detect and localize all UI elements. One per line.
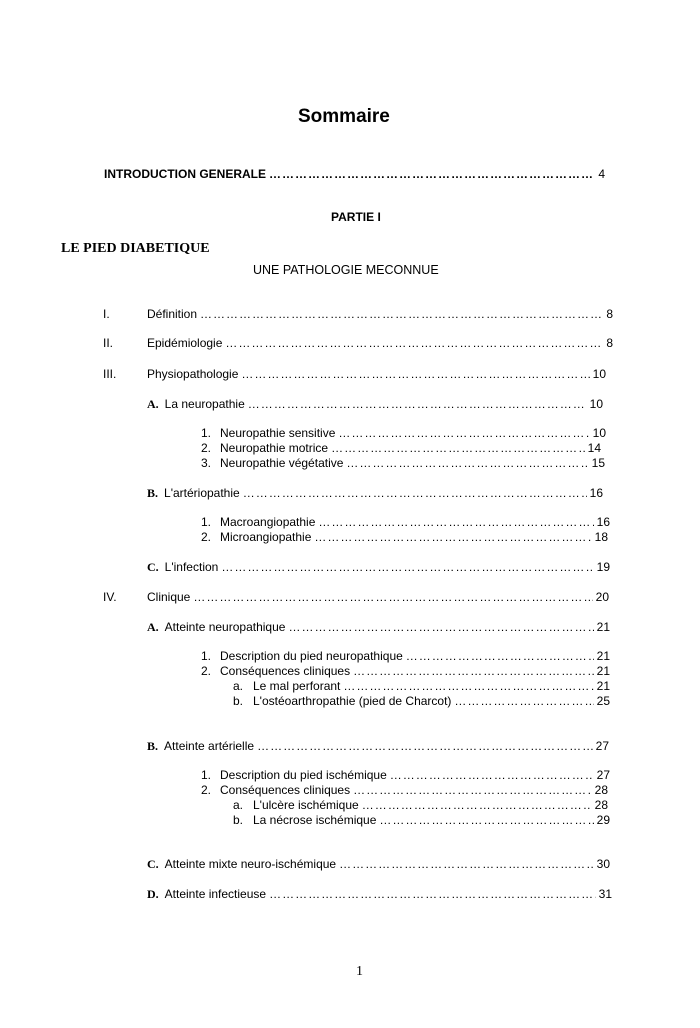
- leader-dots: [331, 441, 585, 455]
- toc-label: L'ostéoarthropathie (pied de Charcot): [253, 694, 452, 708]
- toc-page: 28: [594, 783, 608, 797]
- toc-page: 25: [596, 694, 610, 708]
- toc-label: Description du pied ischémique: [220, 768, 387, 782]
- leader-dots: [362, 798, 592, 812]
- leader-dots: [353, 664, 594, 678]
- toc-intro-label: INTRODUCTION GENERALE: [104, 167, 266, 181]
- leader-dots: [346, 456, 588, 470]
- toc-letter: A.: [147, 397, 159, 411]
- toc-page: 16: [596, 515, 610, 529]
- toc-label: Conséquences cliniques: [220, 783, 351, 797]
- section-num: I.: [103, 307, 110, 321]
- toc-item[interactable]: [220, 783, 608, 797]
- leader-dots: [343, 679, 593, 693]
- toc-label: Physiopathologie: [147, 367, 239, 381]
- subitem-num: b.: [233, 694, 244, 708]
- leader-dots: [200, 307, 603, 321]
- section-num: IV.: [103, 590, 117, 604]
- toc-letter: B.: [147, 486, 159, 500]
- toc-label: Description du pied neuropathique: [220, 649, 403, 663]
- toc-item[interactable]: [220, 649, 610, 663]
- toc-intro[interactable]: [104, 167, 605, 181]
- subitem-num: b.: [233, 813, 244, 827]
- leader-dots: [406, 649, 594, 663]
- toc-subitem[interactable]: [253, 679, 610, 693]
- leader-dots: [248, 397, 587, 411]
- toc-item[interactable]: [220, 530, 608, 544]
- toc-letter: C.: [147, 560, 159, 574]
- item-num: 2.: [201, 783, 212, 797]
- leader-dots: [454, 694, 593, 708]
- item-num: 1.: [201, 649, 212, 663]
- item-num: 3.: [201, 456, 212, 470]
- toc-label: Conséquences cliniques: [220, 664, 351, 678]
- toc-page: 10: [592, 367, 606, 381]
- toc-subitem[interactable]: [253, 694, 610, 708]
- toc-label: Macroangiopathie: [220, 515, 316, 529]
- toc-intro-page: 4: [598, 167, 605, 181]
- toc-section-definition[interactable]: [147, 307, 613, 321]
- part-heading: PARTIE I: [331, 210, 381, 224]
- toc-page: 21: [596, 679, 610, 693]
- toc-subitem[interactable]: [253, 813, 610, 827]
- toc-page: 10: [592, 426, 606, 440]
- leader-dots: [318, 515, 593, 529]
- toc-item[interactable]: [220, 441, 601, 455]
- subtitle: UNE PATHOLOGIE MECONNUE: [253, 263, 439, 277]
- toc-label: Atteinte infectieuse: [164, 887, 267, 901]
- leader-dots: [269, 167, 595, 181]
- toc-page: 27: [595, 739, 609, 753]
- item-num: 2.: [201, 441, 212, 455]
- leader-dots: [338, 426, 589, 440]
- toc-page: 19: [596, 560, 610, 574]
- toc-label: Définition: [147, 307, 198, 321]
- toc-label: Neuropathie végétative: [220, 456, 344, 470]
- toc-page: 16: [589, 486, 603, 500]
- toc-label: Epidémiologie: [147, 336, 223, 350]
- toc-label: Atteinte mixte neuro-ischémique: [164, 857, 337, 871]
- toc-label: Atteinte neuropathique: [164, 620, 286, 634]
- toc-page: 21: [596, 620, 610, 634]
- item-num: 1.: [201, 768, 212, 782]
- item-num: 1.: [201, 426, 212, 440]
- leader-dots: [339, 857, 594, 871]
- toc-label: L'infection: [164, 560, 219, 574]
- toc-label: Clinique: [147, 590, 191, 604]
- toc-section-physiopathologie[interactable]: [147, 367, 606, 381]
- subitem-num: a.: [233, 798, 244, 812]
- item-num: 2.: [201, 664, 212, 678]
- item-num: 2.: [201, 530, 212, 544]
- leader-dots: [243, 486, 587, 500]
- toc-physio-c[interactable]: [147, 560, 610, 575]
- toc-letter: D.: [147, 887, 159, 901]
- toc-page: 29: [596, 813, 610, 827]
- toc-page: 20: [595, 590, 609, 604]
- toc-clinique-c[interactable]: [147, 857, 610, 872]
- leader-dots: [379, 813, 593, 827]
- toc-physio-a[interactable]: [147, 397, 603, 412]
- toc-clinique-d[interactable]: [147, 887, 612, 902]
- toc-item[interactable]: [220, 664, 610, 678]
- toc-page: 14: [587, 441, 601, 455]
- toc-item[interactable]: [220, 768, 610, 782]
- toc-section-clinique[interactable]: [147, 590, 609, 604]
- leader-dots: [390, 768, 594, 782]
- leader-dots: [241, 367, 589, 381]
- toc-letter: C.: [147, 857, 159, 871]
- toc-page: 10: [589, 397, 603, 411]
- toc-page: 8: [606, 336, 613, 350]
- toc-page: 21: [596, 664, 610, 678]
- leader-dots: [288, 620, 593, 634]
- section-num: III.: [103, 367, 117, 381]
- toc-label: Microangiopathie: [220, 530, 312, 544]
- toc-label: La neuropathie: [164, 397, 245, 411]
- page-title: Sommaire: [298, 106, 390, 127]
- leader-dots: [257, 739, 593, 753]
- toc-clinique-a[interactable]: [147, 620, 610, 635]
- toc-page: 21: [596, 649, 610, 663]
- toc-section-epidemiologie[interactable]: [147, 336, 613, 350]
- toc-subitem[interactable]: [253, 798, 608, 812]
- toc-page: 30: [596, 857, 610, 871]
- leader-dots: [225, 336, 603, 350]
- toc-letter: A.: [147, 620, 159, 634]
- toc-label: L'ulcère ischémique: [253, 798, 359, 812]
- toc-page: 27: [596, 768, 610, 782]
- toc-page: 31: [598, 887, 612, 901]
- toc-label: Neuropathie motrice: [220, 441, 329, 455]
- leader-dots: [193, 590, 592, 604]
- toc-label: Neuropathie sensitive: [220, 426, 336, 440]
- toc-label: Atteinte artérielle: [164, 739, 255, 753]
- toc-label: La nécrose ischémique: [253, 813, 377, 827]
- toc-item[interactable]: [220, 456, 605, 470]
- toc-page: 15: [591, 456, 605, 470]
- side-title: LE PIED DIABETIQUE: [61, 241, 210, 256]
- item-num: 1.: [201, 515, 212, 529]
- leader-dots: [353, 783, 592, 797]
- toc-page: 28: [594, 798, 608, 812]
- toc-page: 8: [606, 307, 613, 321]
- section-num: II.: [103, 336, 114, 350]
- toc-label: L'artériopathie: [164, 486, 240, 500]
- toc-page: 18: [594, 530, 608, 544]
- leader-dots: [314, 530, 591, 544]
- page-number: 1: [356, 964, 363, 979]
- leader-dots: [221, 560, 593, 574]
- subitem-num: a.: [233, 679, 244, 693]
- leader-dots: [269, 887, 596, 901]
- toc-letter: B.: [147, 739, 159, 753]
- toc-clinique-b[interactable]: [147, 739, 609, 754]
- toc-item[interactable]: [220, 426, 606, 440]
- toc-item[interactable]: [220, 515, 610, 529]
- toc-label: Le mal perforant: [253, 679, 341, 693]
- toc-physio-b[interactable]: [147, 486, 603, 501]
